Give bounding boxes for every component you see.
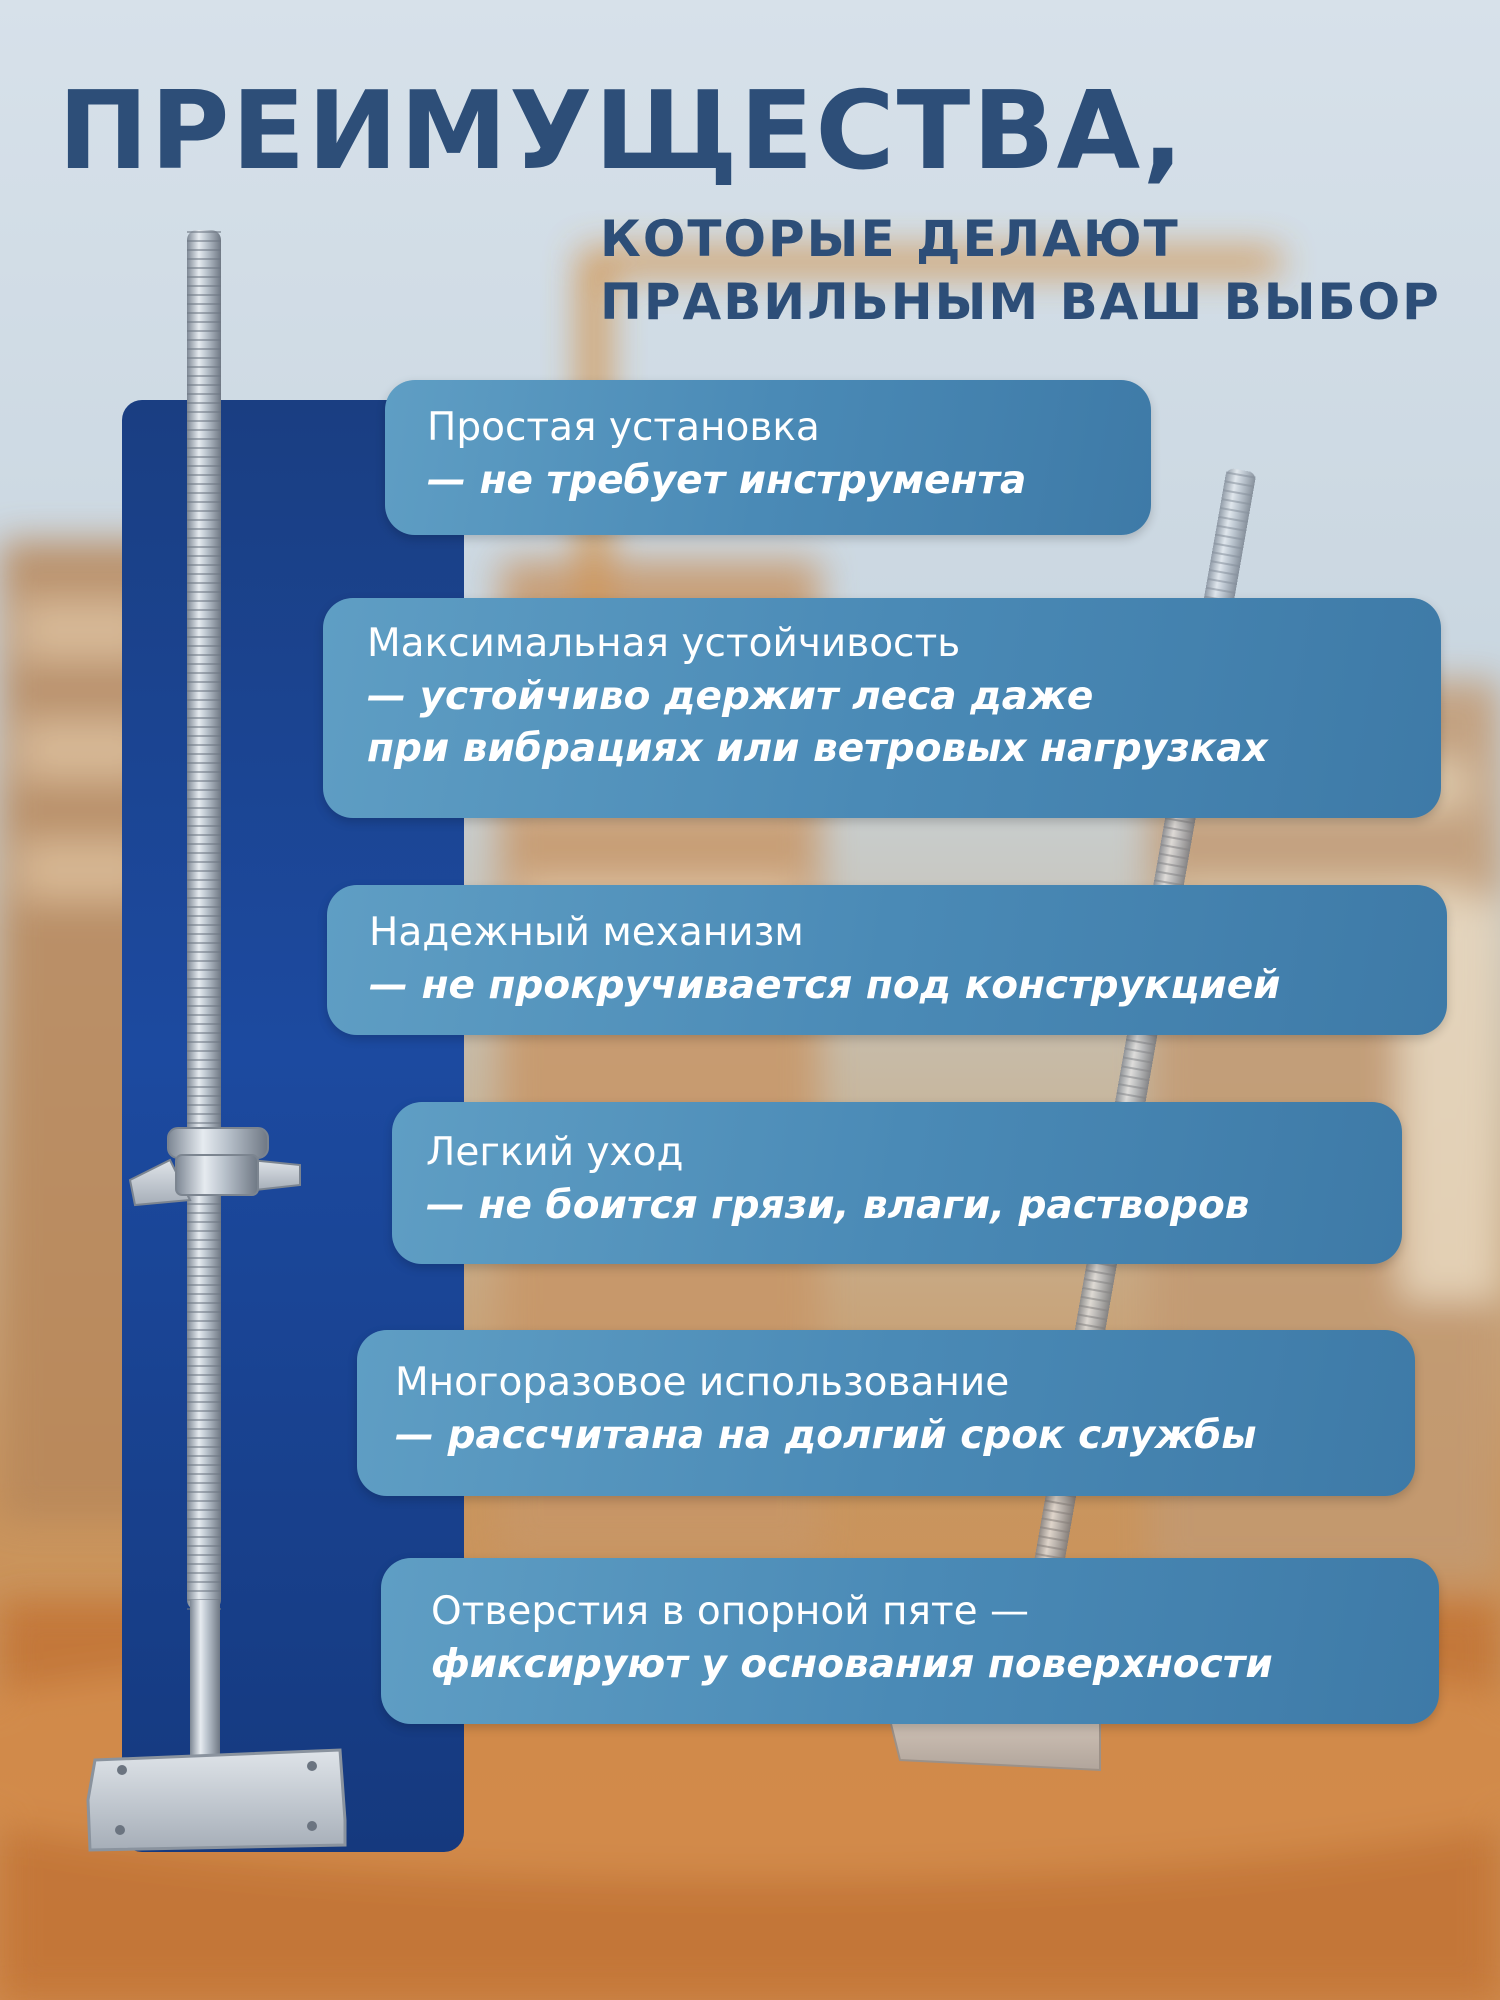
advantage-title: Максимальная устойчивость bbox=[367, 621, 961, 666]
advantage-description bbox=[369, 960, 1447, 1013]
advantage-description bbox=[431, 1639, 1439, 1692]
advantage-description bbox=[426, 1180, 1402, 1233]
subtitle-line: ПРАВИЛЬНЫМ ВАШ ВЫБОР bbox=[600, 272, 1441, 331]
description-line: — не боится грязи, влаги, растворов bbox=[426, 1182, 1250, 1228]
main-screw-jack bbox=[88, 230, 345, 1850]
advantage-title: Надежный механизм bbox=[369, 910, 804, 955]
advantage-title: Многоразовое использование bbox=[395, 1360, 1010, 1405]
advantage-card-reliable-mechanism bbox=[327, 885, 1447, 1035]
description-line: фиксируют у основания поверхности bbox=[431, 1641, 1273, 1687]
advantage-card-stability bbox=[323, 598, 1441, 818]
page-title: ПРЕИМУЩЕСТВА, bbox=[58, 69, 1186, 194]
page-subtitle bbox=[600, 208, 1441, 333]
advantage-title: Легкий уход bbox=[426, 1130, 684, 1175]
description-line: — рассчитана на долгий срок службы bbox=[395, 1412, 1257, 1458]
advantage-card-base-holes bbox=[381, 1558, 1439, 1724]
advantage-title: Отверстия в опорной пяте — bbox=[431, 1589, 1030, 1634]
advantage-description bbox=[427, 455, 1151, 508]
advantage-description bbox=[367, 671, 1441, 776]
description-line: при вибрациях или ветровых нагрузках bbox=[367, 726, 1268, 772]
advantage-card-reusable bbox=[357, 1330, 1415, 1496]
description-line: — не прокручивается под конструкцией bbox=[369, 962, 1281, 1008]
advantage-description bbox=[395, 1410, 1415, 1463]
description-line: — устойчиво держит леса даже bbox=[367, 673, 1094, 719]
description-line: — не требует инструмента bbox=[427, 457, 1027, 503]
advantage-card-easy-install bbox=[385, 380, 1151, 535]
subtitle-line: КОТОРЫЕ ДЕЛАЮТ bbox=[600, 210, 1180, 268]
advantage-card-easy-care bbox=[392, 1102, 1402, 1264]
advantage-title: Простая установка bbox=[427, 405, 820, 450]
